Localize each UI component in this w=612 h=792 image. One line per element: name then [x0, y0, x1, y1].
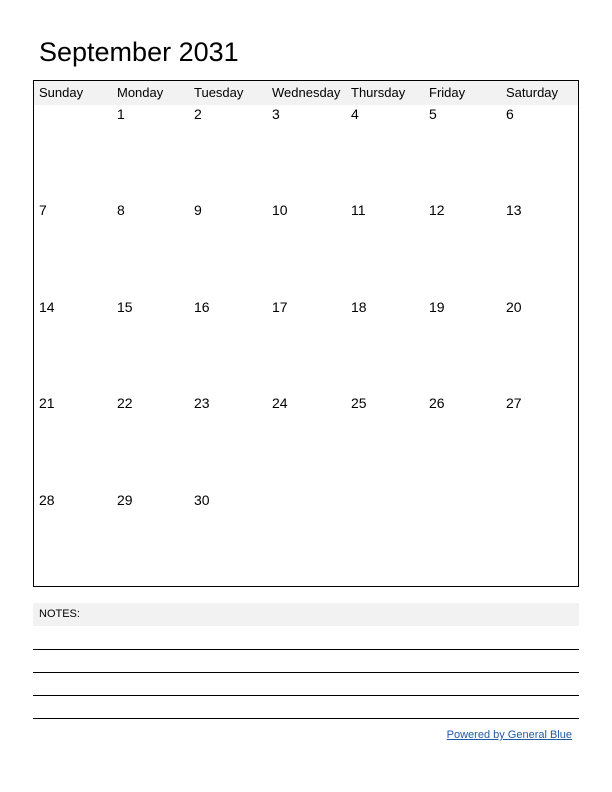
calendar-grid — [33, 80, 579, 587]
page-title: September 2031 — [39, 37, 239, 67]
weekday-header-row — [34, 81, 578, 105]
day-cell: 11 — [351, 202, 366, 218]
day-cell: 5 — [429, 106, 437, 122]
weekday-friday: Friday — [429, 85, 466, 100]
day-cell: 24 — [272, 395, 288, 411]
day-cell: 18 — [351, 299, 367, 315]
day-cell: 26 — [429, 395, 445, 411]
day-cell: 13 — [506, 202, 522, 218]
day-cell: 20 — [506, 299, 522, 315]
day-cell: 9 — [194, 202, 202, 218]
day-cell: 14 — [39, 299, 55, 315]
weekday-wednesday: Wednesday — [272, 85, 341, 100]
note-line — [33, 718, 579, 719]
day-cell: 21 — [39, 395, 55, 411]
weekday-tuesday: Tuesday — [194, 85, 244, 100]
day-cell: 3 — [272, 106, 280, 122]
day-cell: 4 — [351, 106, 359, 122]
day-cell: 25 — [351, 395, 367, 411]
day-cell: 16 — [194, 299, 210, 315]
day-cell: 28 — [39, 492, 55, 508]
day-cell: 29 — [117, 492, 133, 508]
day-cell: 15 — [117, 299, 133, 315]
day-cell: 22 — [117, 395, 133, 411]
note-line — [33, 695, 579, 696]
weekday-thursday: Thursday — [351, 85, 406, 100]
note-line — [33, 649, 579, 650]
day-cell: 19 — [429, 299, 445, 315]
day-cell: 1 — [117, 106, 125, 122]
day-cell: 10 — [272, 202, 288, 218]
day-cell: 12 — [429, 202, 445, 218]
day-cell: 30 — [194, 492, 210, 508]
notes-section — [33, 603, 579, 626]
note-line — [33, 672, 579, 673]
weekday-monday: Monday — [117, 85, 164, 100]
day-cell: 17 — [272, 299, 288, 315]
day-cell: 2 — [194, 106, 202, 122]
day-cell: 6 — [506, 106, 514, 122]
weekday-sunday: Sunday — [39, 85, 84, 100]
day-cell: 8 — [117, 202, 125, 218]
day-cell: 23 — [194, 395, 210, 411]
notes-label: NOTES: — [33, 603, 579, 626]
weekday-saturday: Saturday — [506, 85, 559, 100]
powered-by-link[interactable]: Powered by General Blue — [446, 729, 572, 741]
day-cell: 27 — [506, 395, 522, 411]
day-cell: 7 — [39, 202, 47, 218]
